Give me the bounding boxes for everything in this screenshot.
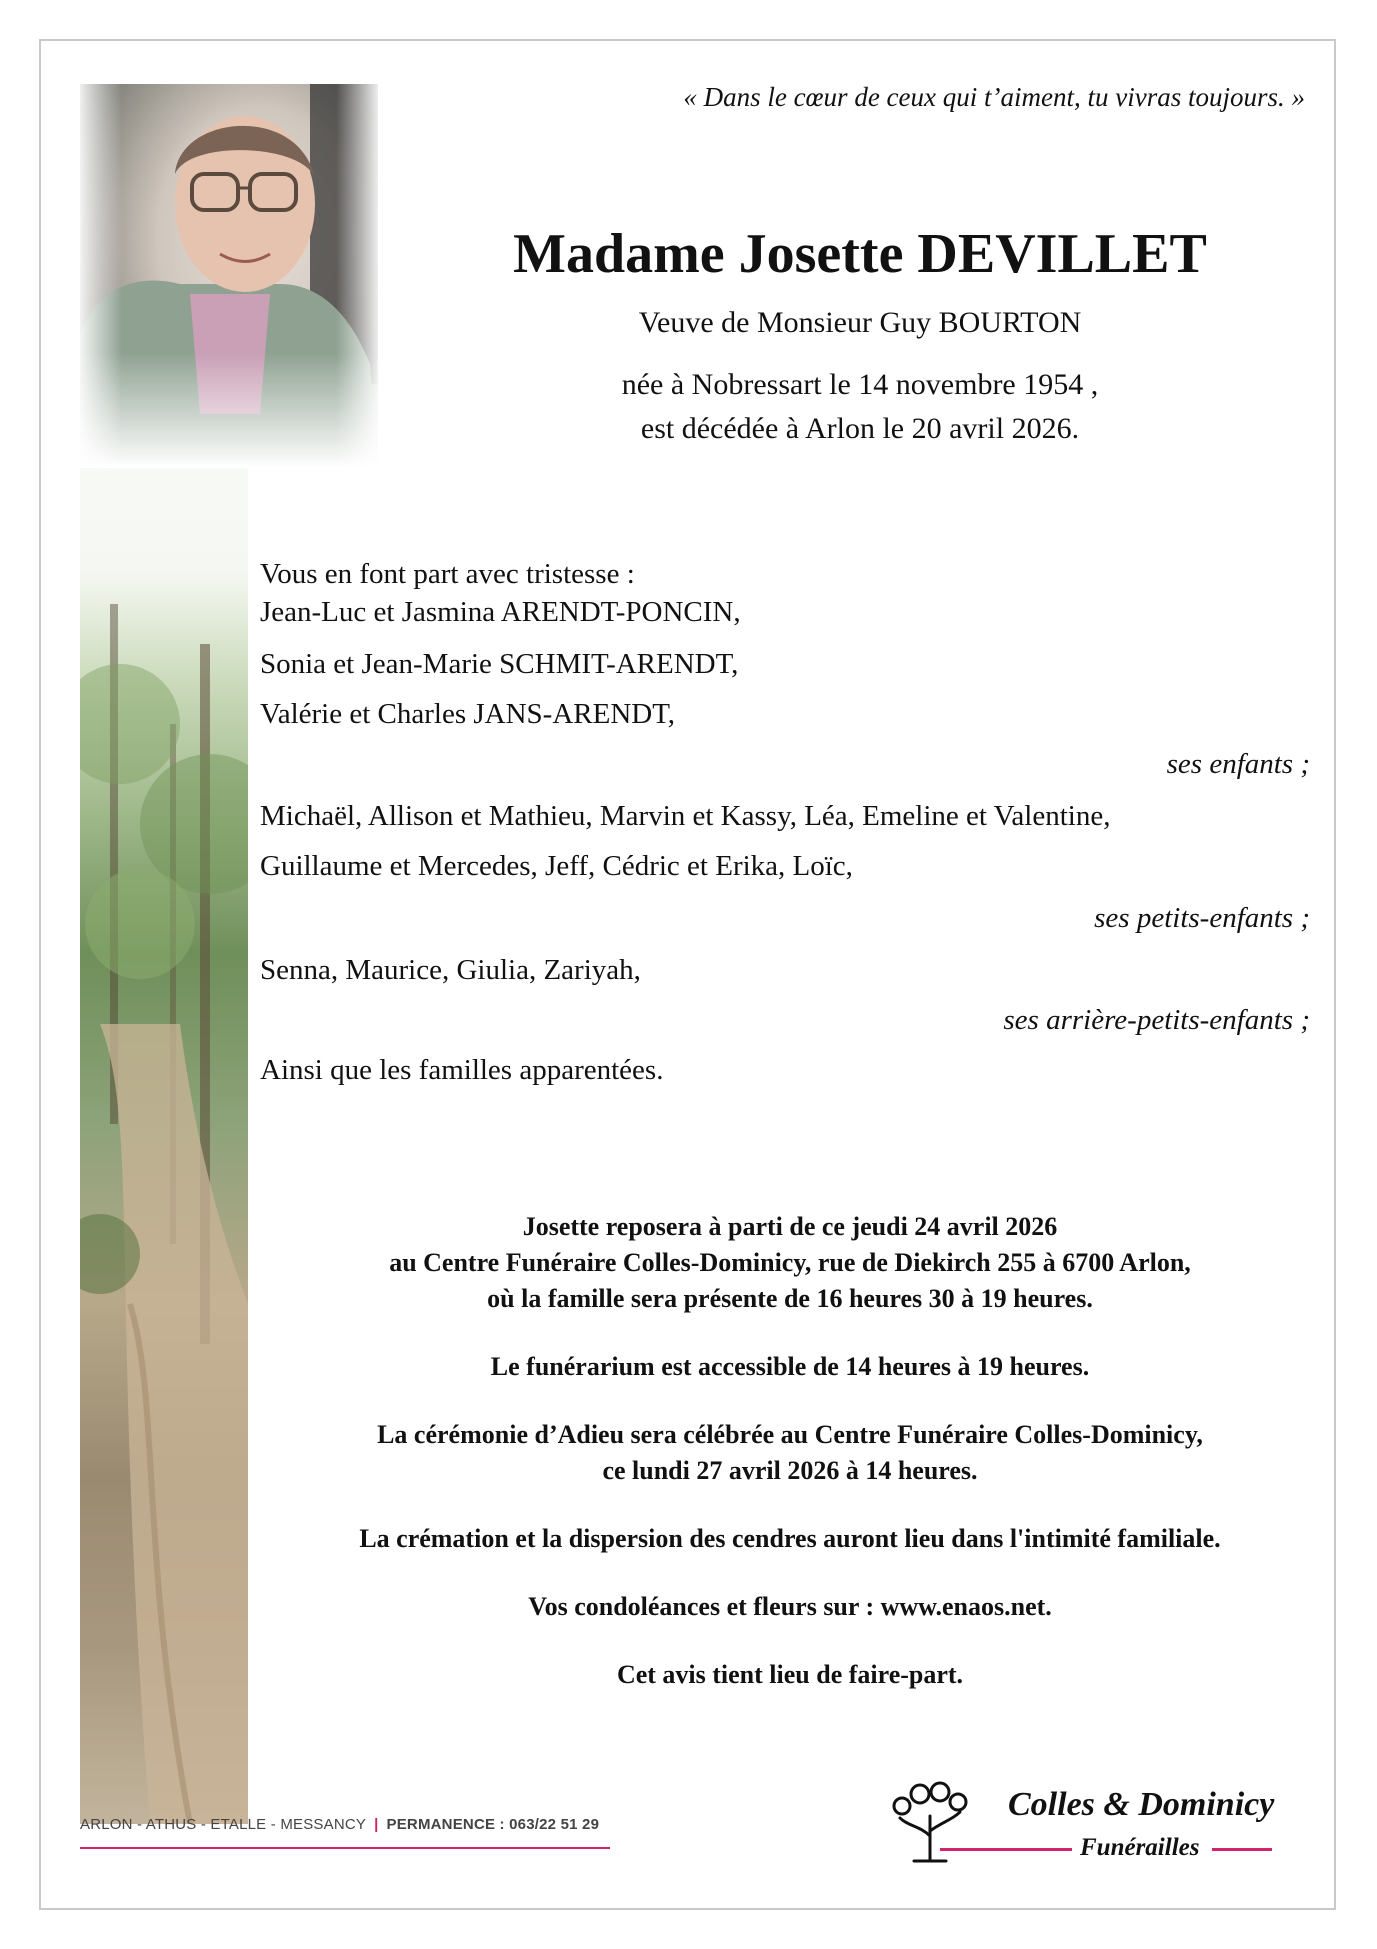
memorial-quote: « Dans le cœur de ceux qui t’aiment, tu vivras toujours. » [683, 82, 1305, 112]
notice-text: Cet avis tient lieu de faire-part. [616, 1660, 964, 1689]
death-info: est décédée à Arlon le 20 avril 2026. [640, 412, 1080, 445]
footer-accent-line [80, 1847, 610, 1849]
brand-name: Colles & Dominicy [1008, 1786, 1275, 1823]
brand-subtitle: Funérailles [1080, 1834, 1200, 1861]
funerarium-access: Le funérarium est accessible de 14 heures à 19 heures. [490, 1352, 1090, 1381]
footer-separator: | [374, 1816, 379, 1833]
children-label: ses enfants ; [1166, 748, 1310, 780]
grandchildren-label: ses petits-enfants ; [1094, 902, 1310, 934]
footer-permanence: PERMANENCE : 063/22 51 29 [386, 1816, 600, 1833]
grandchild-entry: Michaël, Allison et Mathieu, Marvin et Kassy, Léa, Emeline et Valentine, [260, 800, 1111, 832]
ceremony-line-2: ce lundi 27 avril 2026 à 14 heures. [602, 1456, 978, 1485]
announcement-closing: Ainsi que les familles apparentées. [260, 1054, 664, 1086]
repose-line-3: où la famille sera présente de 16 heures 30 à 19 heures. [487, 1284, 1093, 1313]
great-grandchild-entry: Senna, Maurice, Giulia, Zariyah, [260, 954, 641, 986]
brand-accent-bar [940, 1848, 1072, 1851]
ceremony-line-1: La cérémonie d’Adieu sera célébrée au Centre Funéraire Colles-Dominicy, [377, 1420, 1203, 1449]
condolences-info: Vos condoléances et fleurs sur : www.enaos.net. [528, 1592, 1052, 1621]
birth-info: née à Nobressart le 14 novembre 1954 , [621, 368, 1099, 401]
repose-line-2: au Centre Funéraire Colles-Dominicy, rue de Diekirch 255 à 6700 Arlon, [389, 1248, 1191, 1277]
child-entry: Valérie et Charles JANS-ARENDT, [260, 698, 676, 730]
brand-accent-bar [1212, 1848, 1272, 1851]
footer-contact [80, 1816, 599, 1833]
forest-path-illustration [80, 604, 248, 1824]
deceased-name: Madame Josette DEVILLET [513, 223, 1207, 285]
widow-of: Veuve de Monsieur Guy BOURTON [638, 306, 1082, 339]
footer-locations: ARLON - ATHUS - ETALLE - MESSANCY [80, 1816, 367, 1833]
portrait-photo [80, 84, 378, 468]
great-grandchildren-label: ses arrière-petits-enfants ; [1003, 1004, 1310, 1036]
child-entry: Jean-Luc et Jasmina ARENDT-PONCIN, [260, 596, 741, 628]
repose-line-1: Josette reposera à parti de ce jeudi 24 avril 2026 [522, 1212, 1058, 1241]
child-entry: Sonia et Jean-Marie SCHMIT-ARENDT, [260, 648, 739, 680]
grandchild-entry: Guillaume et Mercedes, Jeff, Cédric et Erika, Loïc, [260, 850, 853, 882]
announcement-intro: Vous en font part avec tristesse : [260, 558, 635, 590]
cremation-info: La crémation et la dispersion des cendres auront lieu dans l'intimité familiale. [359, 1524, 1221, 1553]
